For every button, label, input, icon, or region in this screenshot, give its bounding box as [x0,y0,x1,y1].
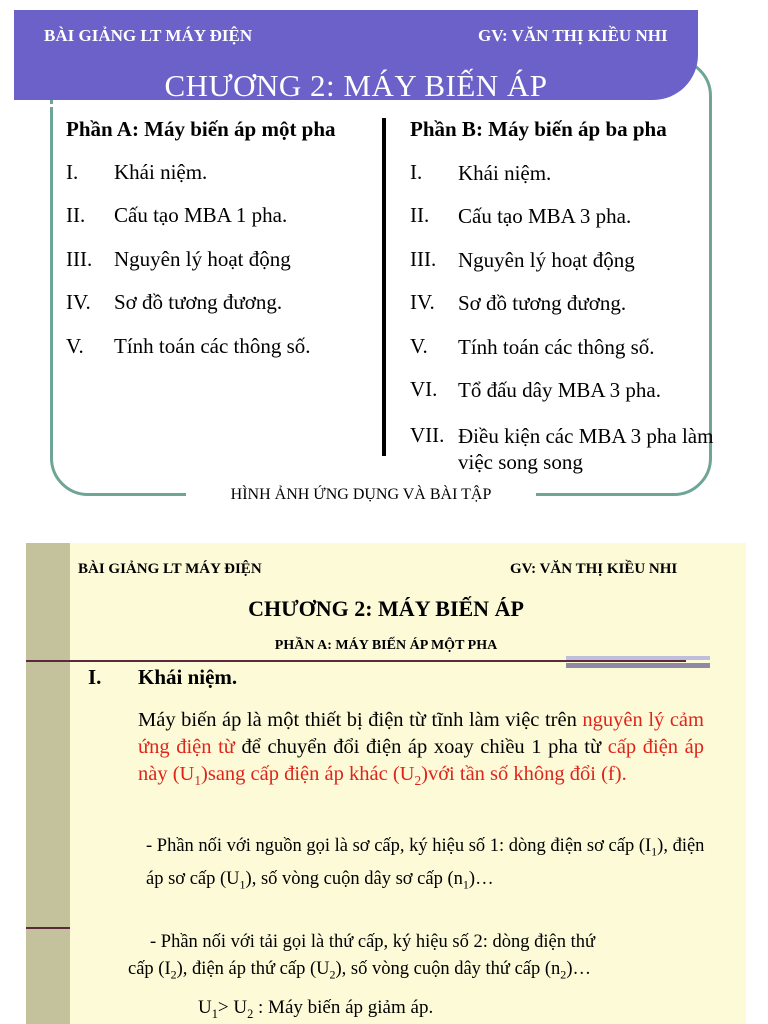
definition-paragraph [138,707,704,794]
section-title: Khái niệm. [138,665,238,689]
para-highlight: )sang cấp điện áp khác [201,763,388,785]
item-text: Khái niệm. [114,160,208,184]
slide-2 [26,543,746,1024]
item-number: VI. [410,377,438,401]
decorative-bar-dark [566,663,710,668]
item-number: IV. [410,290,435,314]
item-text: Nguyên lý hoạt động [458,248,635,272]
item-number: II. [410,203,430,227]
item-number: I. [410,160,423,184]
note-text: ), số vòng cuộn dây thứ cấp (n [335,959,561,979]
step-down-formula [198,997,433,1022]
chapter-title: CHƯƠNG 2: MÁY BIẾN ÁP [164,68,548,103]
item-number: II. [66,203,86,227]
item-text: Sơ đồ tương đương. [114,290,283,314]
part-a-title: Phần A: Máy biến áp một pha [66,117,336,141]
part-b-title: Phần B: Máy biến áp ba pha [410,117,667,141]
para-text: để chuyển đổi điện áp xoay chiều 1 pha từ [234,736,608,758]
secondary-winding-note-line-1: - Phần nối với tải gọi là thứ cấp, ký hiệu số 2: dòng điện thứ [150,932,596,952]
header-rule [26,660,686,662]
chapter-title: CHƯƠNG 2: MÁY BIẾN ÁP [248,596,524,621]
subscript: 1 [651,844,658,859]
course-name: BÀI GIẢNG LT MÁY ĐIỆN [78,561,262,577]
item-number: III. [66,247,93,271]
subscript: 2 [560,967,567,982]
formula-text: > U [217,997,248,1018]
subscript: 2 [329,967,336,982]
subscript: 2 [414,773,422,789]
item-number: IV. [66,290,91,314]
item-number: V. [66,334,84,358]
note-text: cấp (I [128,959,171,979]
item-text: Cấu tạo MBA 1 pha. [114,203,288,227]
para-highlight: )với tần số không đổi (f). [421,763,627,785]
slide-header-banner [14,10,698,103]
subscript: 1 [194,773,202,789]
note-text: ), điện áp thứ cấp (U [176,959,330,979]
para-highlight: nguyên lý cảm ứng điện từ [138,709,704,758]
note-text: )… [566,959,591,979]
note-text: - Phần nối với nguồn gọi là sơ cấp, ký hiệu số 1: dòng điện sơ cấp (I [146,836,652,856]
para-highlight: cấp điện áp này (U [138,736,704,785]
subscript: 1 [239,877,246,892]
decorative-bar-light [566,656,710,660]
formula-text: : Máy biến áp giảm áp. [253,997,434,1018]
teacher-name: GV: VĂN THỊ KIỀU NHI [510,561,678,577]
item-text: Cấu tạo MBA 3 pha. [458,204,632,228]
subscript: 1 [462,877,469,892]
course-name: BÀI GIẢNG LT MÁY ĐIỆN [44,26,253,45]
item-number: V. [410,334,428,358]
item-text: Tính toán các thông số. [458,335,655,359]
subscript: 2 [247,1006,254,1021]
note-text: )… [468,868,494,889]
item-text: Khái niệm. [458,161,552,185]
item-number: III. [410,247,437,271]
item-number: I. [66,160,79,184]
para-highlight: (U [392,763,415,785]
secondary-winding-note-line-2 [128,956,591,989]
column-divider [382,118,386,456]
subscript: 2 [170,967,177,982]
subscript: 1 [211,1006,218,1021]
header-underline [32,104,672,107]
item-text: Tổ đấu dây MBA 3 pha. [458,378,661,402]
primary-winding-note [146,833,718,898]
para-text: Máy biến áp là một thiết bị điện từ tĩnh làm việc trên [138,709,583,731]
item-text: Tính toán các thông số. [114,334,311,358]
slide-footer: HÌNH ẢNH ỨNG DỤNG VÀ BÀI TẬP [230,486,492,503]
item-text: Sơ đồ tương đương. [458,291,627,315]
teacher-name: GV: VĂN THỊ KIỀU NHI [478,26,668,45]
item-text: Nguyên lý hoạt động [114,247,291,271]
item-text: Điều kiện các MBA 3 pha làm việc song song [458,424,714,474]
note-text: ), điện áp sơ cấp (U [146,836,705,889]
section-number: I. [88,665,102,689]
note-text: ), số vòng cuộn dây sơ cấp (n [245,868,463,889]
item-number: VII. [410,423,445,447]
sidebar-rule [26,927,70,929]
part-subtitle: PHẦN A: MÁY BIẾN ÁP MỘT PHA [274,638,498,653]
formula-text: U [198,997,212,1018]
